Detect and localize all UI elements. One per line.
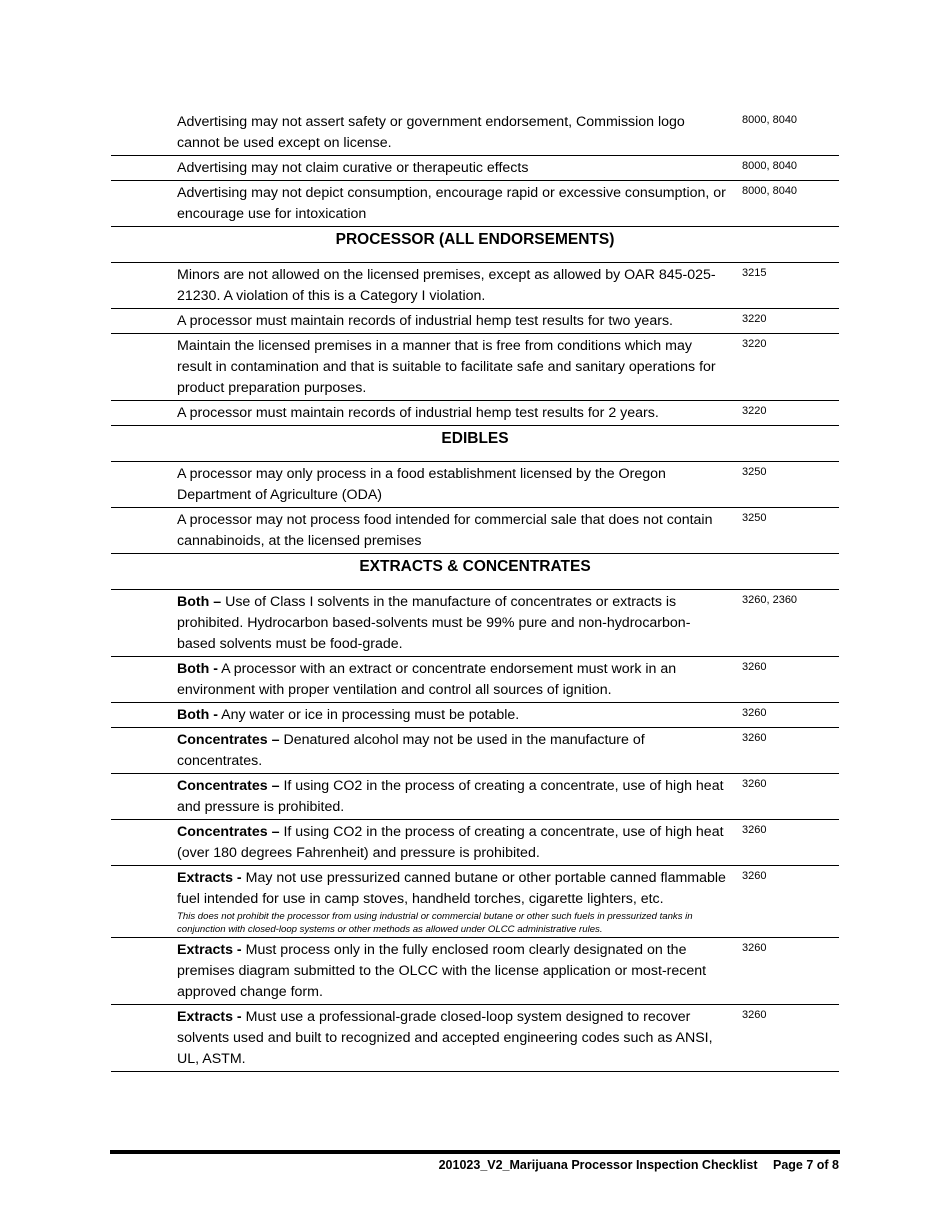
checklist-row (111, 309, 839, 334)
requirement-cell (171, 309, 734, 333)
requirement-cell (171, 263, 734, 308)
checklist-row (111, 181, 839, 227)
rule-reference: 3260 (742, 707, 767, 719)
checklist-row (111, 401, 839, 426)
checklist-row (111, 110, 839, 156)
requirement-text: Maintain the licensed premises in a manner that is free from conditions which may result in contamination and that is suitable to facilitate safe and sanitary operations for product preparation purposes. (177, 338, 716, 396)
compliance-cell[interactable] (111, 263, 171, 308)
compliance-cell[interactable] (111, 703, 171, 727)
requirement-cell (171, 703, 734, 727)
requirement-text: Advertising may not claim curative or therapeutic effects (177, 160, 529, 176)
compliance-cell[interactable] (111, 401, 171, 425)
checklist-row (111, 728, 839, 774)
compliance-cell[interactable] (111, 866, 171, 937)
section-heading: PROCESSOR (ALL ENDORSEMENTS) (111, 227, 839, 263)
rule-reference: 3220 (742, 405, 767, 417)
requirement-note: This does not prohibit the processor from using industrial or commercial butane or other such fuels in pressurized tanks in conjunction with closed-loop systems or other methods as allowed under OLCC administrative rules. (177, 911, 693, 935)
rule-reference: 3250 (742, 512, 767, 524)
compliance-cell[interactable] (111, 508, 171, 553)
footer-page-number: Page 7 of 8 (773, 1158, 839, 1172)
requirement-category: Concentrates – (177, 824, 280, 840)
checklist-row (111, 657, 839, 703)
rule-reference: 3215 (742, 267, 767, 279)
checklist-row (111, 263, 839, 309)
rule-reference: 3220 (742, 313, 767, 325)
requirement-text: Any water or ice in processing must be potable. (221, 707, 520, 723)
requirement-cell (171, 657, 734, 702)
footer-rule (110, 1150, 840, 1154)
requirement-cell (171, 110, 734, 155)
requirement-category: Both – (177, 594, 222, 610)
rule-reference: 3220 (742, 338, 767, 350)
requirement-cell (171, 156, 734, 180)
rule-reference: 3260, 2360 (742, 594, 798, 606)
compliance-cell[interactable] (111, 309, 171, 333)
requirement-text: A processor with an extract or concentrate endorsement must work in an environment with proper ventilation and control all sources of ignition. (177, 661, 677, 698)
rule-reference: 3260 (742, 942, 767, 954)
compliance-cell[interactable] (111, 820, 171, 865)
requirement-category: Both - (177, 707, 218, 723)
requirement-text: A processor may not process food intended for commercial sale that does not contain cannabinoids, at the licensed premises (177, 512, 713, 549)
checklist-row (111, 334, 839, 401)
rule-reference: 3260 (742, 778, 767, 790)
checklist-row (111, 703, 839, 728)
checklist-row (111, 590, 839, 657)
requirement-text: If using CO2 in the process of creating a concentrate, use of high heat (over 180 degrees Fahrenheit) and pressure is prohibited. (177, 824, 724, 861)
requirement-cell (171, 820, 734, 865)
checklist-row (111, 156, 839, 181)
requirement-text: Advertising may not assert safety or government endorsement, Commission logo cannot be used except on license. (177, 114, 685, 151)
checklist-row (111, 820, 839, 866)
requirement-text: A processor must maintain records of industrial hemp test results for two years. (177, 313, 673, 329)
requirement-cell (171, 1005, 734, 1071)
compliance-cell[interactable] (111, 110, 171, 155)
compliance-cell[interactable] (111, 181, 171, 226)
requirement-text: Denatured alcohol may not be used in the manufacture of concentrates. (177, 732, 645, 769)
requirement-cell (171, 508, 734, 553)
requirement-category: Extracts - (177, 1009, 242, 1025)
requirement-cell (171, 590, 734, 656)
checklist-row (111, 866, 839, 938)
rule-reference: 3260 (742, 661, 767, 673)
compliance-cell[interactable] (111, 334, 171, 400)
requirement-cell (171, 462, 734, 507)
requirement-cell (171, 181, 734, 226)
rule-reference: 8000, 8040 (742, 114, 798, 126)
compliance-cell[interactable] (111, 938, 171, 1004)
compliance-cell[interactable] (111, 728, 171, 773)
requirement-text: If using CO2 in the process of creating a concentrate, use of high heat and pressure is prohibited. (177, 778, 724, 815)
footer-document-name: 201023_V2_Marijuana Processor Inspection Checklist (438, 1158, 758, 1172)
footer (439, 1158, 839, 1172)
requirement-cell (171, 774, 734, 819)
requirement-category: Concentrates – (177, 778, 280, 794)
requirement-cell (171, 938, 734, 1004)
compliance-cell[interactable] (111, 774, 171, 819)
requirement-cell (171, 401, 734, 425)
requirement-category: Both - (177, 661, 218, 677)
rule-reference: 3250 (742, 466, 767, 478)
requirement-text: Must process only in the fully enclosed room clearly designated on the premises diagram submitted to the OLCC with the license application or most-recent approved change form. (177, 942, 707, 1000)
checklist-row (111, 508, 839, 554)
rule-reference: 8000, 8040 (742, 160, 798, 172)
requirement-text: A processor must maintain records of industrial hemp test results for 2 years. (177, 405, 659, 421)
rule-reference: 3260 (742, 824, 767, 836)
compliance-cell[interactable] (111, 462, 171, 507)
requirement-cell (171, 334, 734, 400)
requirement-text: Use of Class I solvents in the manufacture of concentrates or extracts is prohibited. Hydrocarbon based-solvents must be 99% pure and non-hydrocarbon-based solvents must be food-grade. (177, 594, 691, 652)
rule-reference: 3260 (742, 732, 767, 744)
checklist-row (111, 938, 839, 1005)
section-heading: EXTRACTS & CONCENTRATES (111, 554, 839, 590)
requirement-text: Advertising may not depict consumption, encourage rapid or excessive consumption, or encourage use for intoxication (177, 185, 726, 222)
requirement-category: Concentrates – (177, 732, 280, 748)
checklist-row (111, 774, 839, 820)
section-heading: EDIBLES (111, 426, 839, 462)
rule-reference: 3260 (742, 870, 767, 882)
rule-reference: 8000, 8040 (742, 185, 798, 197)
rule-reference: 3260 (742, 1009, 767, 1021)
requirement-text: Must use a professional-grade closed-loop system designed to recover solvents used and built to recognized and accepted engineering codes such as ANSI, UL, ASTM. (177, 1009, 713, 1067)
requirement-category: Extracts - (177, 942, 242, 958)
requirement-cell (171, 866, 734, 937)
compliance-cell[interactable] (111, 1005, 171, 1071)
requirement-cell (171, 728, 734, 773)
checklist-row (111, 1005, 839, 1072)
checklist-row (111, 462, 839, 508)
checklist-table (111, 110, 839, 1072)
requirement-text: Minors are not allowed on the licensed premises, except as allowed by OAR 845-025-21230. A violation of this is a Category I violation. (177, 267, 716, 304)
compliance-cell[interactable] (111, 657, 171, 702)
compliance-cell[interactable] (111, 590, 171, 656)
compliance-cell[interactable] (111, 156, 171, 180)
requirement-category: Extracts - (177, 870, 242, 886)
requirement-text: May not use pressurized canned butane or other portable canned flammable fuel intended for use in camp stoves, handheld torches, cigarette lighters, etc. (177, 870, 726, 907)
requirement-text: A processor may only process in a food establishment licensed by the Oregon Department of Agriculture (ODA) (177, 466, 666, 503)
